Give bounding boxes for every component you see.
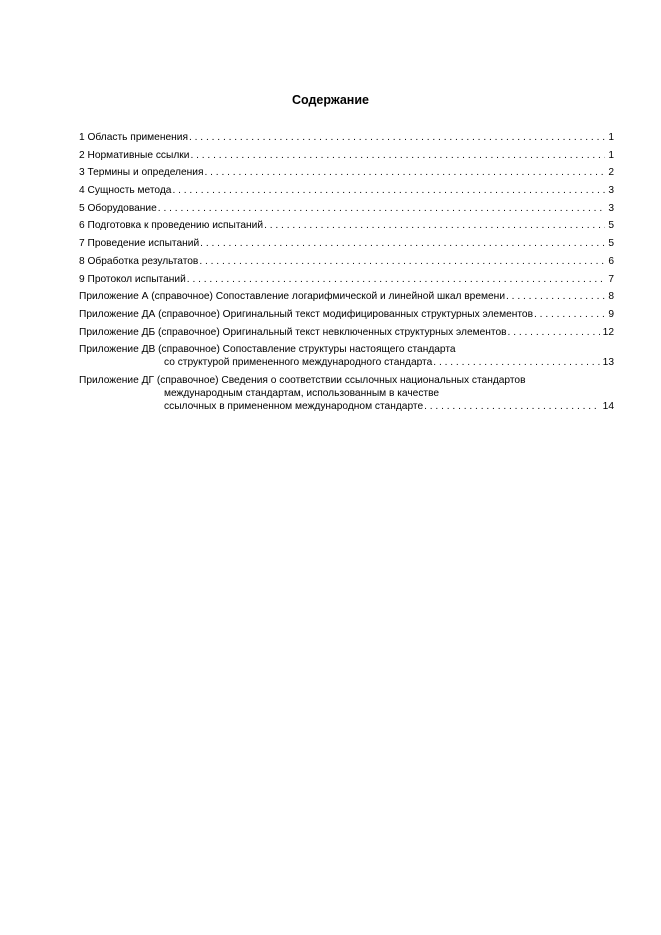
dot-leader [187, 273, 606, 286]
dot-leader [189, 131, 605, 144]
dot-leader [433, 356, 599, 369]
toc-entry-text: Приложение ДБ (справочное) Оригинальный текст невключенных структурных элементов [79, 326, 507, 338]
dot-leader [199, 255, 605, 268]
toc-entry-text: 6 Подготовка к проведению испытаний [79, 220, 264, 232]
dot-leader [508, 326, 600, 339]
toc-entry-text-continued: ссылочных в примененном международном стандарте [164, 400, 424, 412]
toc-entry-9[interactable] [79, 273, 614, 286]
toc-page-number: 2 [608, 167, 614, 179]
toc-page-number: 7 [608, 273, 614, 285]
toc-page-number: 1 [608, 132, 614, 143]
toc-entry-text: Приложение ДВ (справочное) Сопоставление структуры настоящего стандарта [79, 344, 456, 356]
dot-leader [506, 290, 605, 303]
toc-page-number: 14 [602, 400, 614, 412]
dot-leader [158, 202, 606, 215]
toc-entry-5[interactable] [79, 202, 614, 215]
toc-entry-2[interactable] [79, 149, 614, 162]
toc-entry-6[interactable] [79, 219, 614, 232]
toc-entry-text: Приложение ДГ (справочное) Сведения о соответствии ссылочных национальных стандартов [79, 374, 526, 386]
toc-entry-appendix-dv[interactable] [79, 343, 614, 369]
dot-leader [200, 237, 605, 250]
toc-entry-text: 3 Термины и определения [79, 167, 204, 179]
toc-entry-text: Приложение ДА (справочное) Оригинальный текст модифицированных структурных элементов [79, 308, 534, 320]
toc-entry-text: 4 Сущность метода [79, 185, 172, 197]
table-of-contents [79, 131, 614, 418]
toc-entry-7[interactable] [79, 237, 614, 250]
toc-page-number: 13 [602, 357, 614, 369]
toc-entry-appendix-da[interactable] [79, 308, 614, 321]
toc-page-number: 1 [608, 149, 614, 161]
toc-page-number: 5 [608, 220, 614, 232]
toc-page-number: 12 [602, 326, 614, 338]
toc-entry-text: 5 Оборудование [79, 202, 157, 214]
toc-entry-appendix-a[interactable] [79, 290, 614, 303]
dot-leader [534, 308, 605, 321]
toc-page-number: 8 [608, 291, 614, 303]
toc-page-number: 3 [608, 202, 614, 214]
toc-entry-text: 8 Обработка результатов [79, 255, 199, 267]
toc-entry-text-continued: международным стандартам, использованным в качестве [164, 387, 440, 399]
dot-leader [424, 400, 600, 413]
dot-leader [190, 149, 605, 162]
toc-entry-8[interactable] [79, 255, 614, 268]
toc-page-number: 3 [608, 185, 614, 197]
toc-page-number: 9 [608, 308, 614, 320]
toc-entry-text: 1 Область применения [79, 132, 188, 143]
toc-page-number: 5 [608, 238, 614, 250]
toc-entry-text: 7 Проведение испытаний [79, 238, 200, 250]
page-title: Содержание [291, 93, 369, 107]
toc-entry-text: 9 Протокол испытаний [79, 273, 186, 285]
toc-entry-appendix-db[interactable] [79, 326, 614, 339]
toc-page-number: 6 [608, 255, 614, 267]
toc-entry-3[interactable] [79, 166, 614, 179]
dot-leader [204, 166, 605, 179]
toc-entry-4[interactable] [79, 184, 614, 197]
toc-entry-appendix-dg[interactable] [79, 374, 614, 413]
toc-entry-text-continued: со структурой примененного международного стандарта [164, 357, 433, 369]
dot-leader [264, 219, 605, 232]
toc-entry-text: 2 Нормативные ссылки [79, 149, 190, 161]
dot-leader [172, 184, 605, 197]
toc-entry-1[interactable] [79, 131, 614, 144]
toc-entry-text: Приложение А (справочное) Сопоставление логарифмической и линейной шкал времени [79, 291, 506, 303]
